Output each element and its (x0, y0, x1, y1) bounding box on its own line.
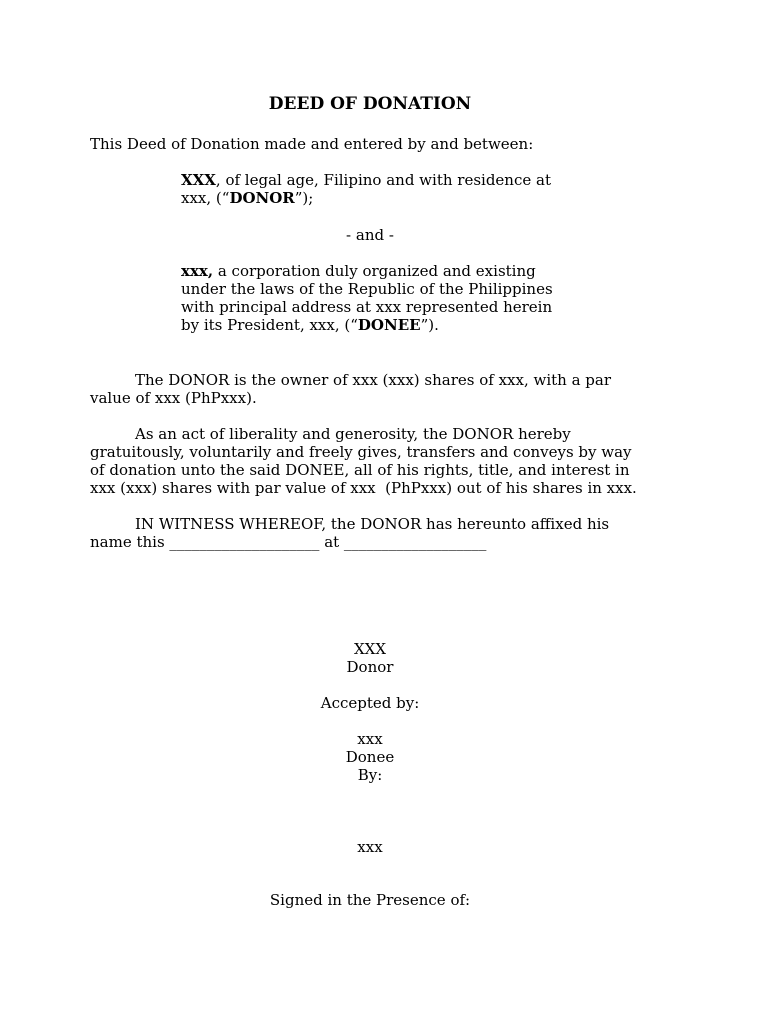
donor-line-1-text: , of legal age, Filipino and with residence at (215, 171, 551, 189)
paragraph-2-line-4: xxx (xxx) shares with par value of xxx (PhPxxx) out of his shares in xxx. (90, 479, 637, 497)
paragraph-2-line-3: of donation unto the said DONEE, all of his rights, title, and interest in (90, 461, 630, 479)
donee-line-3: with principal address at xxx represented herein (181, 298, 553, 316)
donee-line-1 (181, 262, 536, 280)
intro-line: This Deed of Donation made and entered by and between: (90, 135, 534, 153)
paragraph-3-line-1: IN WITNESS WHEREOF, the DONOR has hereunto affixed his (135, 515, 610, 533)
by-label: By: (357, 766, 383, 784)
donor-line-1 (181, 171, 551, 189)
donee-name: xxx, (181, 262, 214, 280)
donor-signature-name: XXX (353, 640, 387, 658)
donee-line-2: under the laws of the Republic of the Philippines (181, 280, 553, 298)
donee-line-1-text: a corporation duly organized and existing (213, 262, 536, 280)
donor-line-2-suffix: ”); (294, 189, 314, 207)
donee-signature-label: Donee (345, 748, 395, 766)
paragraph-2-line-1: As an act of liberality and generosity, the DONOR hereby (135, 425, 571, 443)
donor-name: XXX (181, 171, 216, 189)
witness-label: Signed in the Presence of: (269, 891, 471, 909)
donor-role: DONOR (229, 189, 295, 207)
donor-line-2 (181, 189, 313, 207)
donee-line-4-prefix: by its President, xxx, (“ (181, 316, 358, 334)
and-separator: - and - (346, 226, 394, 244)
paragraph-1-line-1: The DONOR is the owner of xxx (xxx) shares of xxx, with a par (135, 371, 612, 389)
donee-role: DONEE (357, 316, 421, 334)
donor-signature-label: Donor (346, 658, 394, 676)
president-signature-name: xxx (357, 838, 383, 856)
paragraph-2-line-2: gratuitously, voluntarily and freely gives, transfers and conveys by way (90, 443, 632, 461)
paragraph-1-line-2: value of xxx (PhPxxx). (90, 389, 257, 407)
donee-line-4 (181, 316, 439, 334)
donee-line-4-suffix: ”). (420, 316, 439, 334)
accepted-by-label: Accepted by: (320, 694, 420, 712)
donee-signature-name: xxx (357, 730, 383, 748)
document-title: DEED OF DONATION (268, 94, 472, 114)
paragraph-3-line-2: name this ____________________ at ___________________ (90, 533, 487, 551)
donor-line-2-prefix: xxx, (“ (181, 189, 230, 207)
